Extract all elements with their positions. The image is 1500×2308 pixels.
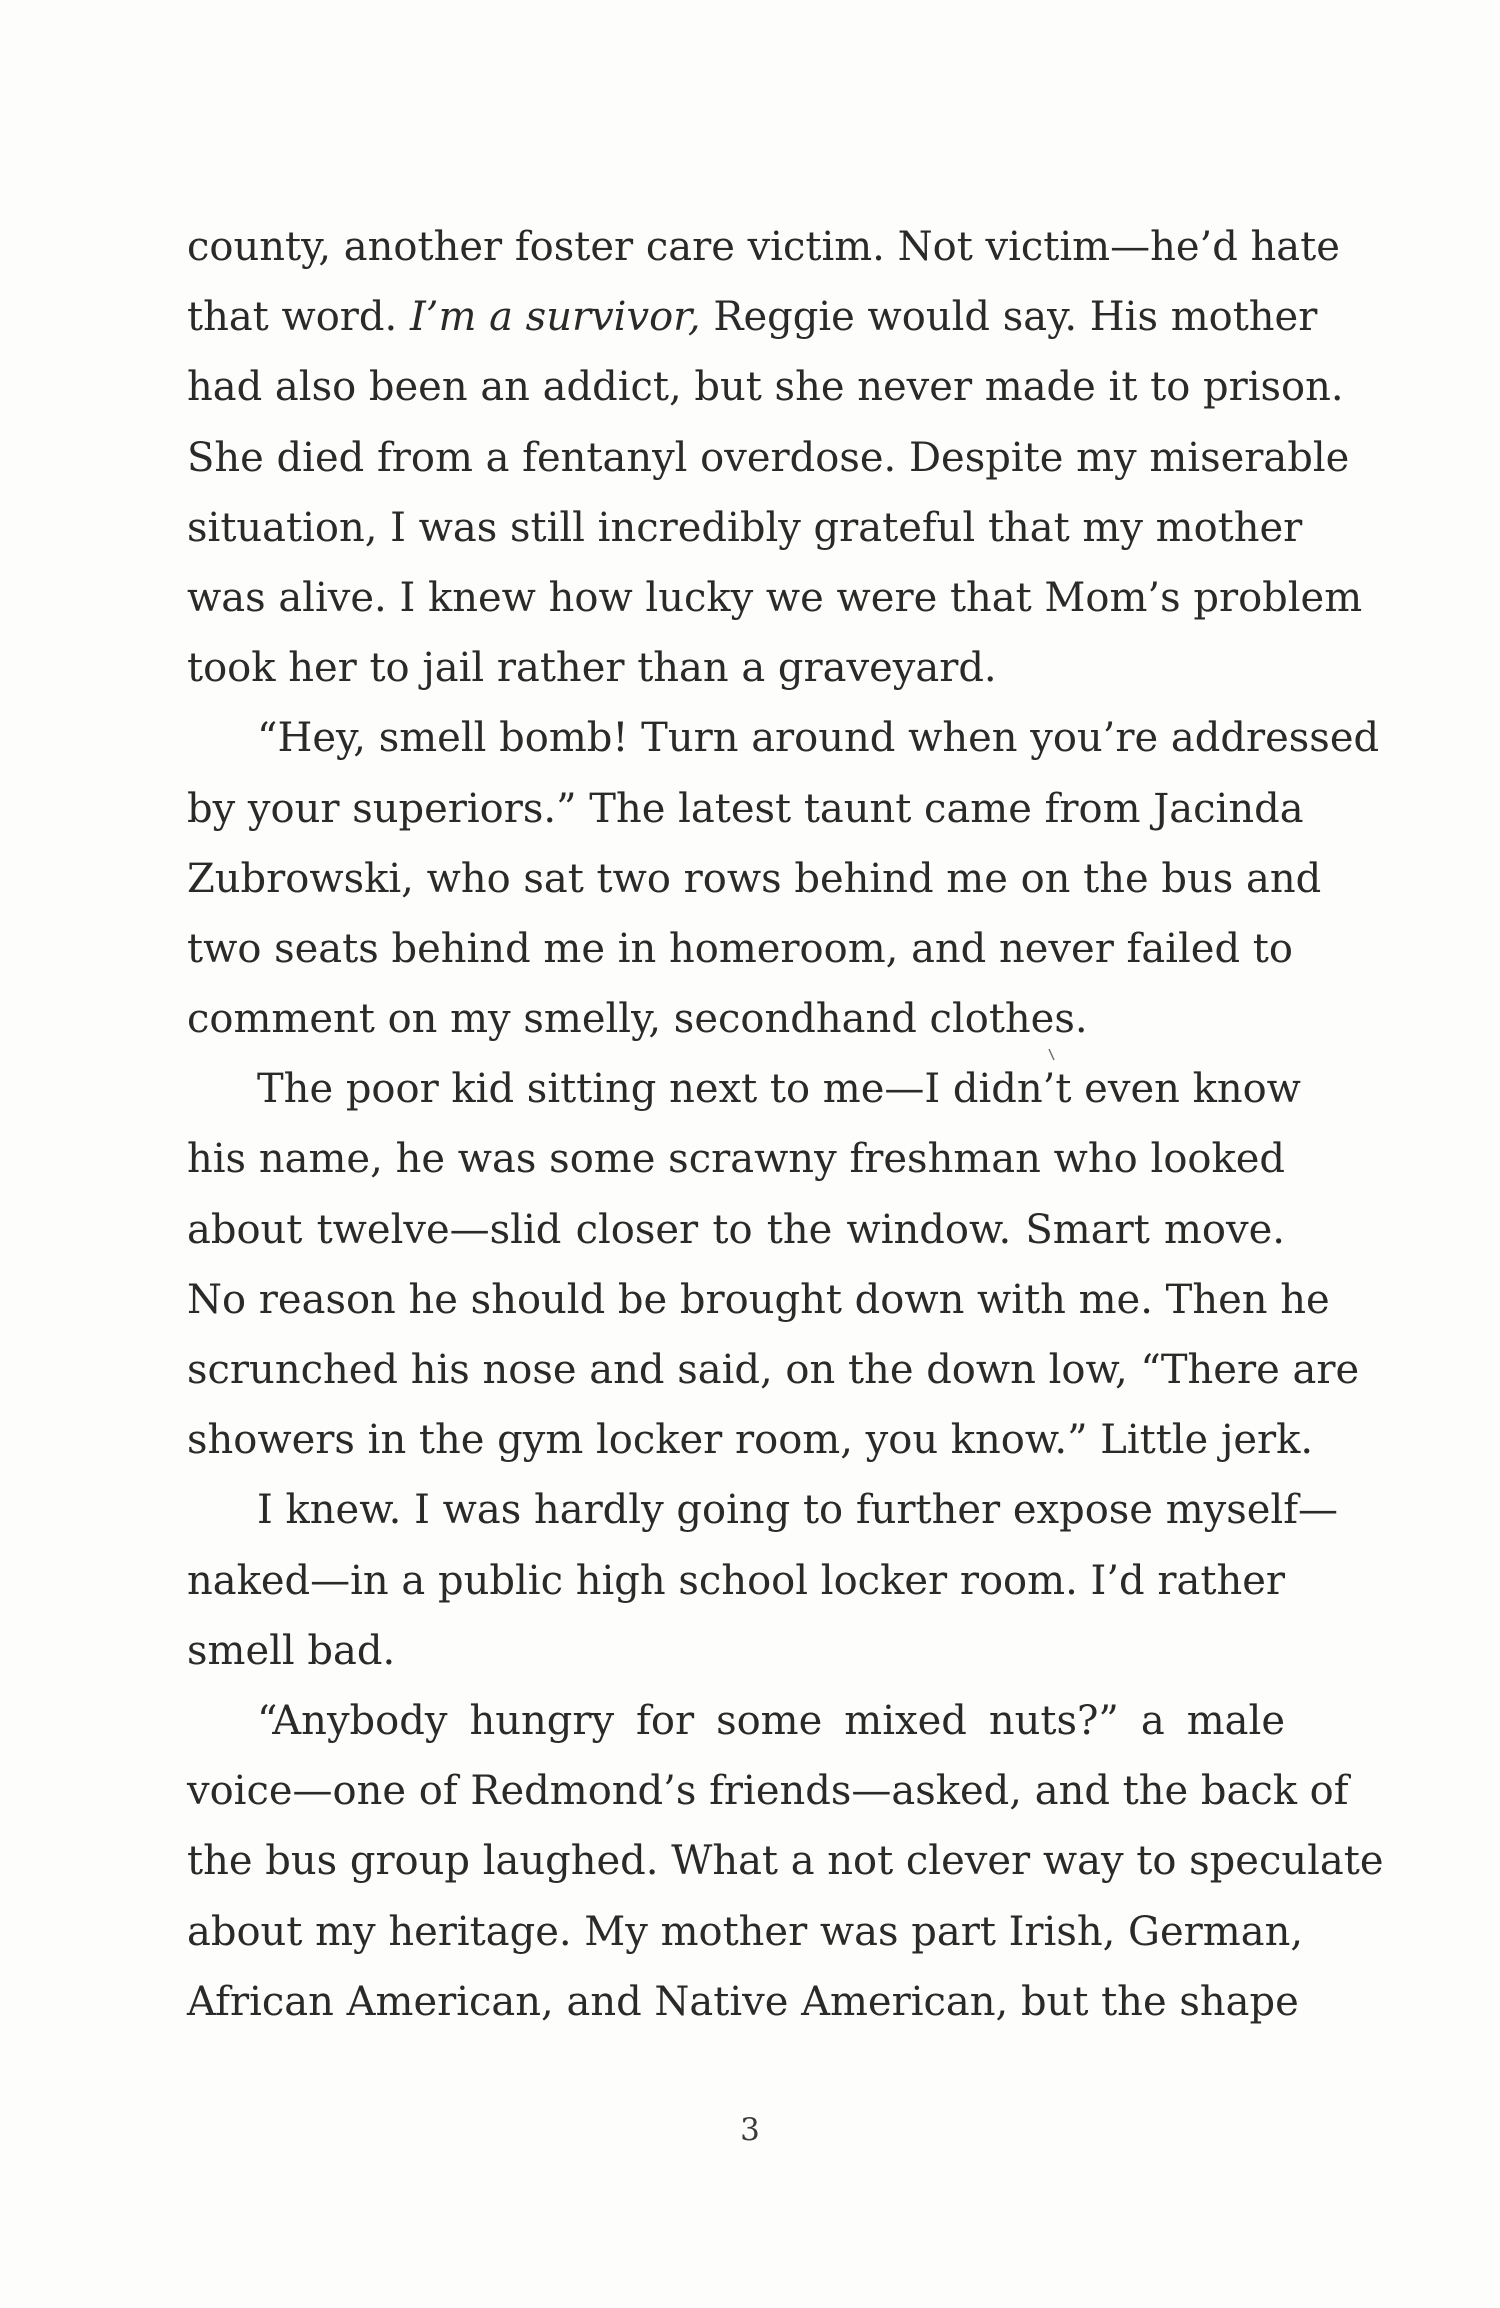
text-line: voice—one of Redmond’s friends—asked, and the back of bbox=[187, 1768, 1349, 1815]
text-line: county, another foster care victim. Not victim—he’d hate bbox=[187, 224, 1340, 270]
text-fragment: that word. bbox=[187, 294, 410, 341]
text-line: was alive. I knew how lucky we were that Mom’s problem bbox=[187, 574, 1363, 621]
text-line: about twelve—slid closer to the window. Smart move. bbox=[187, 1206, 1285, 1253]
text-line: about my heritage. My mother was part Irish, German, bbox=[187, 1908, 1304, 1955]
text-line: African American, and Native American, but the shape bbox=[187, 1978, 1299, 2025]
text-line: had also been an addict, but she never made it to prison. bbox=[187, 364, 1344, 411]
page-number: 3 bbox=[740, 2112, 760, 2148]
text-line: “Anybody hungry for some mixed nuts?” a male bbox=[257, 1697, 1285, 1744]
text-line: showers in the gym locker room, you know.” Little jerk. bbox=[187, 1417, 1314, 1464]
text-line: I knew. I was hardly going to further expose myself— bbox=[257, 1487, 1339, 1534]
text-line: his name, he was some scrawny freshman who looked bbox=[187, 1136, 1285, 1183]
text-line: “Hey, smell bomb! Turn around when you’re addressed bbox=[257, 715, 1380, 762]
text-line: took her to jail rather than a graveyard. bbox=[187, 645, 997, 692]
text-line: situation, I was still incredibly grateful that my mother bbox=[187, 504, 1303, 551]
text-line bbox=[187, 282, 1318, 352]
text-line: No reason he should be brought down with me. Then he bbox=[187, 1276, 1330, 1323]
text-line: the bus group laughed. What a not clever way to speculate bbox=[187, 1838, 1384, 1885]
body-text bbox=[187, 212, 1384, 2037]
text-line: She died from a fentanyl overdose. Despite my miserable bbox=[187, 434, 1350, 481]
text-line: Zubrowski, who sat two rows behind me on the bus and bbox=[187, 855, 1322, 902]
text-line: comment on my smelly, secondhand clothes. bbox=[187, 996, 1088, 1043]
text-line: The poor kid sitting next to me—I didn’t even know bbox=[257, 1066, 1301, 1113]
proofreading-caret-mark bbox=[1048, 1048, 1058, 1062]
text-line: naked—in a public high school locker room. I’d rather bbox=[187, 1557, 1285, 1604]
italic-phrase: I’m a survivor, bbox=[409, 294, 701, 341]
text-line: by your superiors.” The latest taunt came from Jacinda bbox=[187, 785, 1304, 832]
text-line: scrunched his nose and said, on the down low, “There are bbox=[187, 1347, 1360, 1393]
text-fragment: Reggie would say. His mother bbox=[700, 294, 1318, 341]
text-line: smell bad. bbox=[187, 1627, 396, 1674]
text-line: two seats behind me in homeroom, and never failed to bbox=[187, 925, 1293, 972]
